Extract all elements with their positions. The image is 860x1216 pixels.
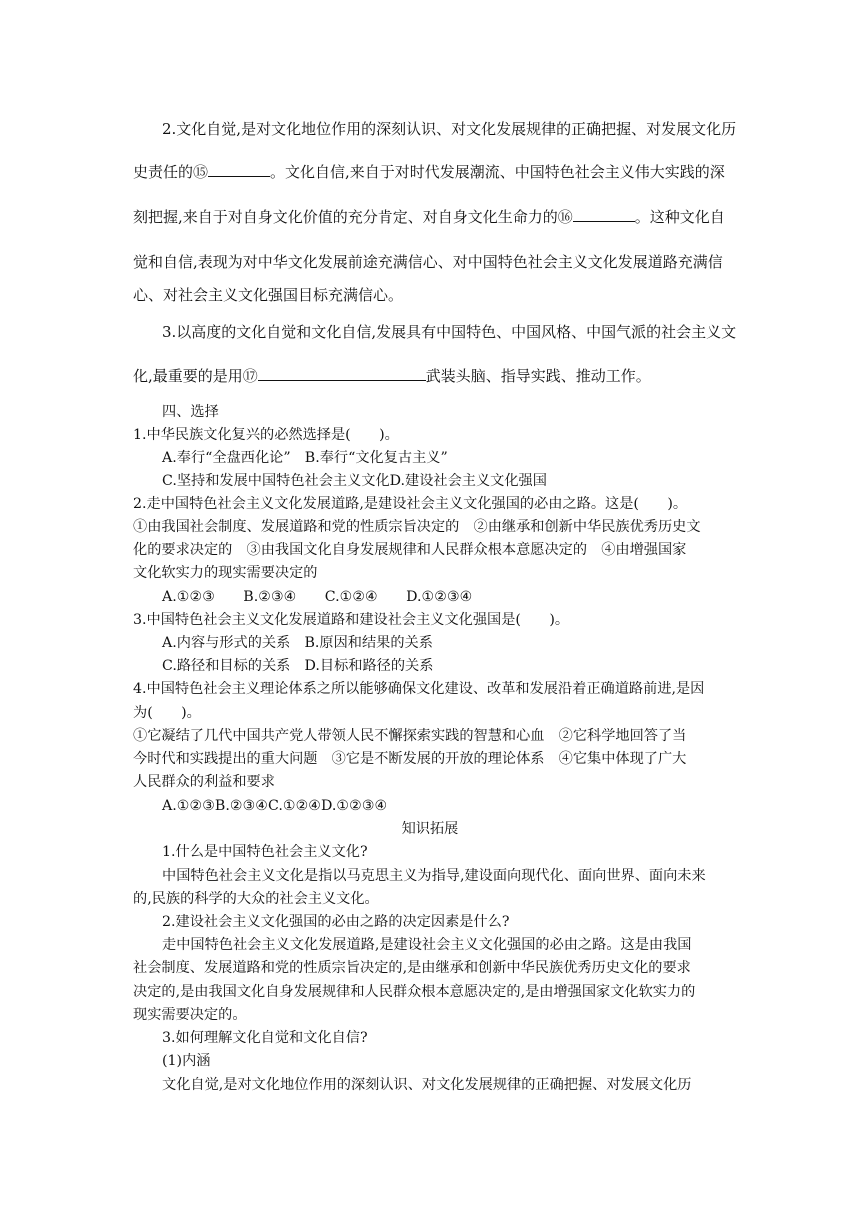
paragraph-2-line-2: 史责任的⑮ 。文化自信,来自于对时代发展潮流、中国特色社会主义伟大实践的深 [133,163,725,181]
extension-q2: 2.建设社会主义文化强国的必由之路的决定因素是什么? [162,914,510,930]
question-4-line-2: 为( )。 [133,705,201,721]
extension-q1: 1.什么是中国特色社会主义文化? [162,844,368,860]
question-3-options-ab: A.内容与形式的关系 B.原因和结果的关系 [162,635,433,651]
question-2-statements-line-2: 化的要求决定的 ③由我国文化自身发展规律和人民群众根本意愿决定的 ④由增强国家 [133,542,687,558]
extension-section-heading: 知识拓展 [401,821,459,837]
question-4-statements-line-3: 人民群众的利益和要求 [133,774,275,790]
question-4-statements-line-2: 今时代和实践提出的重大问题 ③它是不断发展的开放的理论体系 ④它集中体现了广大 [133,751,687,767]
extension-a2-line-2: 社会制度、发展道路和党的性质宗旨决定的,是由继承和创新中华民族优秀历史文化的要求 [133,960,691,976]
blank-15[interactable] [208,162,270,177]
question-1: 1.中华民族文化复兴的必然选择是( )。 [133,427,399,443]
question-2: 2.走中国特色社会主义文化发展道路,是建设社会主义文化强国的必由之路。这是( )。 [133,496,688,512]
choice-section-heading: 四、选择 [162,404,219,420]
paragraph-2-line-4: 觉和自信,表现为对中华文化发展前途充满信心、对中国特色社会主义文化发展道路充满信 [133,253,723,271]
paragraph-2-line-3: 刻把握,来自于对自身文化价值的充分肯定、对自身文化生命力的⑯ 。这种文化自 [133,208,725,226]
paragraph-3-line-2: 化,最重要的是用⑰ 武装头脑、指导实践、推动工作。 [133,367,651,385]
extension-a1-line-2: 的,民族的科学的大众的社会主义文化。 [133,891,379,907]
extension-a2-line-1: 走中国特色社会主义文化发展道路,是建设社会主义文化强国的必由之路。这是由我国 [162,937,692,953]
question-2-statements-line-1: ①由我国社会制度、发展道路和党的性质宗旨决定的 ②由继承和创新中华民族优秀历史文 [133,519,701,535]
paragraph-2-line-5: 心、对社会主义文化强国目标充满信心。 [133,286,404,304]
question-4-line-1: 4.中国特色社会主义理论体系之所以能够确保文化建设、改革和发展沿着正确道路前进,是因 [133,681,705,697]
extension-q3: 3.如何理解文化自觉和文化自信? [162,1030,368,1046]
blank-17[interactable] [258,366,426,381]
question-3-options-cd: C.路径和目标的关系 D.目标和路径的关系 [162,658,434,674]
extension-a1-line-1: 中国特色社会主义文化是指以马克思主义为指导,建设面向现代化、面向世界、面向未来 [162,868,706,884]
question-4-statements-line-1: ①它凝结了几代中国共产党人带领人民不懈探索实践的智慧和心血 ②它科学地回答了当 [133,728,687,744]
question-3: 3.中国特色社会主义文化发展道路和建设社会主义文化强国是( )。 [133,612,570,628]
question-1-options-cd: C.坚持和发展中国特色社会主义文化D.建设社会主义文化强国 [162,473,547,489]
extension-a2-line-4: 现实需要决定的。 [133,1007,247,1023]
paragraph-2-line-1: 2.文化自觉,是对文化地位作用的深刻认识、对文化发展规律的正确把握、对发展文化历 [162,120,737,138]
question-1-options-ab: A.奉行“全盘西化论” B.奉行“文化复古主义” [162,450,448,466]
question-2-statements-line-3: 文化软实力的现实需要决定的 [133,565,318,581]
extension-q3-subheading: (1)内涵 [162,1053,211,1069]
extension-a2-line-3: 决定的,是由我国文化自身发展规律和人民群众根本意愿决定的,是由增强国家文化软实力的 [133,984,696,1000]
blank-16[interactable] [573,207,635,222]
paragraph-3-line-1: 3.以高度的文化自觉和文化自信,发展具有中国特色、中国风格、中国气派的社会主义文 [162,323,737,341]
extension-a3-line-1: 文化自觉,是对文化地位作用的深刻认识、对文化发展规律的正确把握、对发展文化历 [162,1077,692,1093]
question-2-options: A.①②③ B.②③④ C.①②④ D.①②③④ [162,589,473,605]
question-4-options: A.①②③B.②③④C.①②④D.①②③④ [162,798,388,814]
